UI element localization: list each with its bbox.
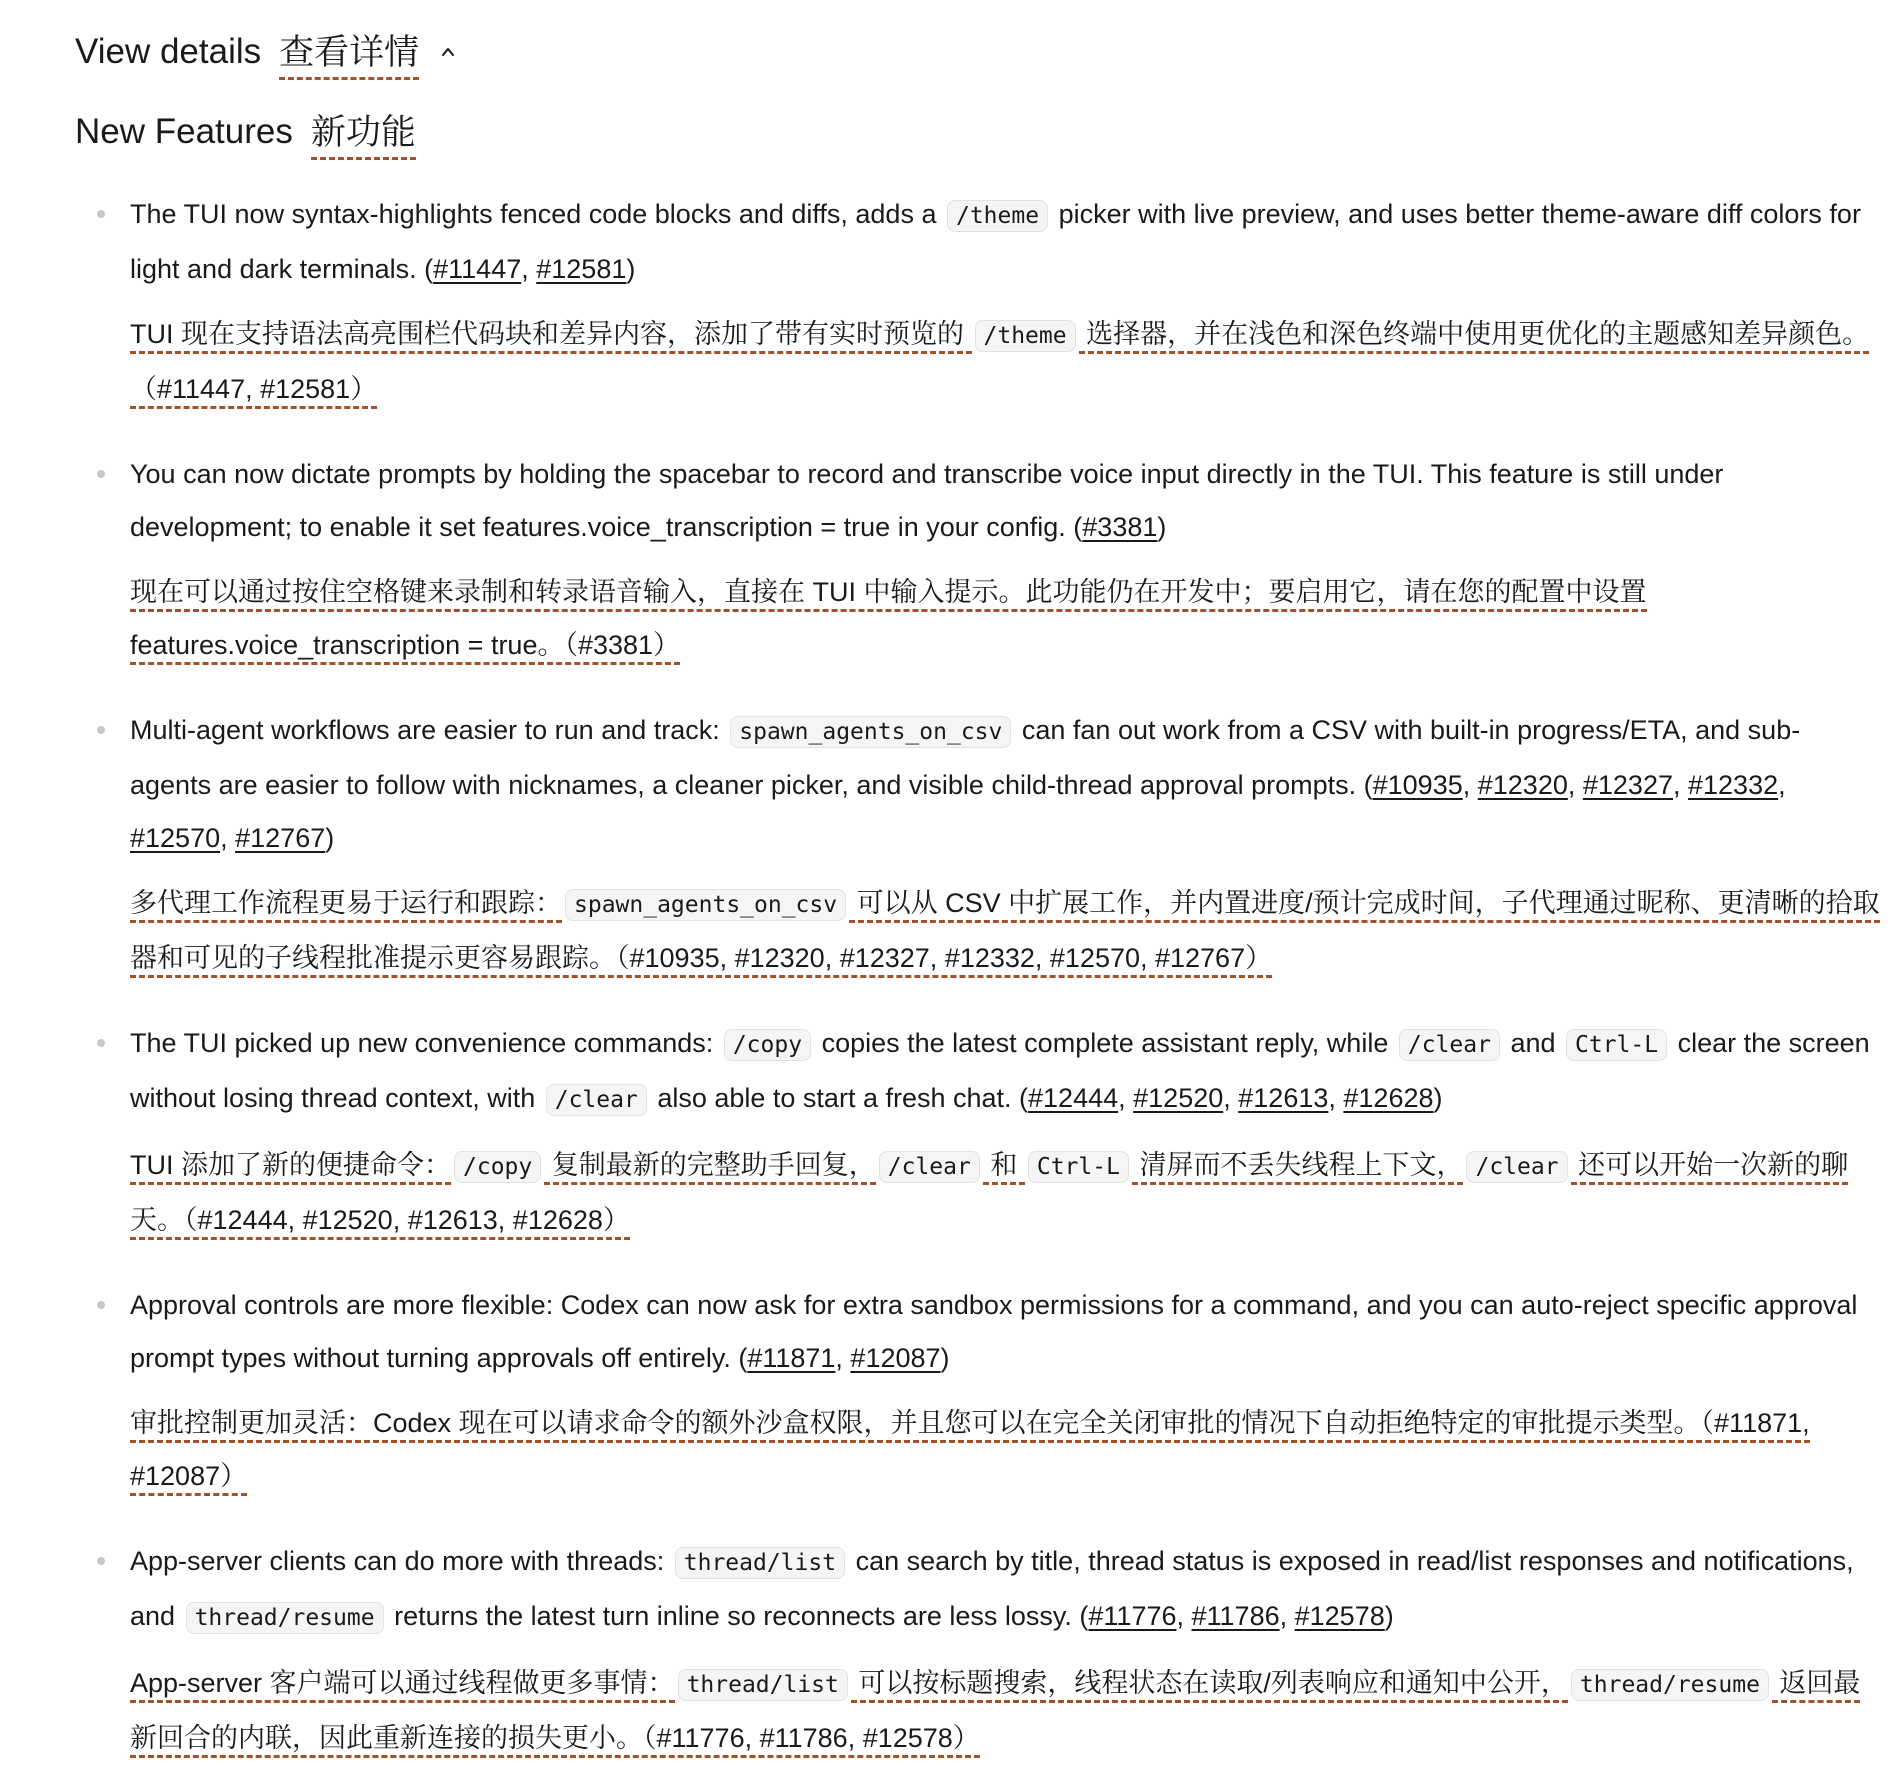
- feature-item: [75, 188, 1870, 416]
- pr-link[interactable]: #12320: [1477, 770, 1568, 800]
- feature-translation: [130, 877, 1880, 985]
- feature-translation: [130, 566, 1880, 672]
- text-segment: can fan out work from a CSV with built-in progress/ETA, and sub-agents are easier to follow with nicknames, a cleaner picker, and visible child-thread approval prompts. (: [130, 715, 1801, 800]
- text-segment: 复制最新的完整助手回复，: [544, 1150, 876, 1185]
- text-segment: 现在可以通过按住空格键来录制和转录语音输入，直接在 TUI 中输入提示。此功能仍在开发中；要启用它，请在您的配置中设置 features.voice_transcription = true。（#3381）: [130, 577, 1647, 665]
- text-segment: ,: [1672, 770, 1688, 800]
- text-segment: ,: [1223, 1083, 1239, 1113]
- text-segment: 多代理工作流程更易于运行和跟踪：: [130, 888, 562, 923]
- text-segment: ): [626, 254, 636, 284]
- text-segment: ,: [1176, 1601, 1192, 1631]
- pr-link[interactable]: #12087: [850, 1343, 941, 1373]
- text-segment: returns the latest turn inline so reconnects are less lossy. (: [386, 1601, 1089, 1631]
- text-segment: 可以按标题搜索，线程状态在读取/列表响应和通知中公开，: [851, 1668, 1568, 1703]
- feature-item: [75, 1279, 1865, 1503]
- text-segment: picker with live preview, and uses better theme-aware diff colors for light and dark terminals. (: [130, 199, 1861, 284]
- section-title-en: New Features: [75, 112, 293, 151]
- pr-link[interactable]: #11786: [1191, 1601, 1280, 1631]
- inline-code: /clear: [879, 1151, 980, 1183]
- section-title: [75, 104, 1865, 160]
- inline-code: thread/resume: [1571, 1669, 1769, 1701]
- pr-link[interactable]: #12332: [1688, 770, 1779, 800]
- text-segment: The TUI picked up new convenience commands:: [130, 1028, 721, 1058]
- bullet-icon: [97, 1557, 105, 1565]
- features-list: [75, 188, 1880, 1765]
- text-segment: ,: [1778, 770, 1786, 800]
- inline-code: /theme: [975, 320, 1076, 352]
- text-segment: and: [1502, 1028, 1563, 1058]
- view-details-translation: 查看详情: [279, 25, 419, 80]
- pr-link[interactable]: #12578: [1294, 1601, 1385, 1631]
- feature-item: [75, 448, 1865, 672]
- text-segment: ,: [521, 254, 537, 284]
- feature-description: [130, 1535, 1880, 1645]
- text-segment: ): [1384, 1601, 1394, 1631]
- text-segment: 选择器，并在浅色和深色终端中使用更优化的主题感知差异颜色。（#11447, #12581）: [130, 319, 1869, 409]
- pr-link[interactable]: #12520: [1133, 1083, 1224, 1113]
- inline-code: thread/list: [675, 1547, 845, 1579]
- text-segment: The TUI now syntax-highlights fenced code blocks and diffs, adds a: [130, 199, 944, 229]
- feature-description: [130, 188, 1880, 296]
- section-title-zh: 新功能: [311, 105, 416, 160]
- feature-translation: [130, 308, 1880, 416]
- pr-link[interactable]: #11871: [747, 1343, 836, 1373]
- inline-code: /clear: [1399, 1029, 1500, 1061]
- inline-code: spawn_agents_on_csv: [730, 716, 1011, 748]
- pr-link[interactable]: #11776: [1088, 1601, 1177, 1631]
- text-segment: Approval controls are more flexible: Codex can now ask for extra sandbox permissions for a command, and you can auto-reject specific approval prompt types without turning approvals off entirely. (: [130, 1290, 1858, 1373]
- text-segment: App-server clients can do more with threads:: [130, 1546, 672, 1576]
- chevron-up-icon[interactable]: [441, 45, 455, 59]
- pr-link[interactable]: #10935: [1372, 770, 1463, 800]
- text-segment: App-server 客户端可以通过线程做更多事情：: [130, 1668, 675, 1703]
- bullet-icon: [97, 210, 105, 218]
- feature-description: [130, 448, 1880, 554]
- inline-code: thread/list: [678, 1669, 848, 1701]
- view-details-label[interactable]: View details: [75, 32, 262, 71]
- text-segment: ): [940, 1343, 950, 1373]
- text-segment: ,: [835, 1343, 851, 1373]
- text-segment: You can now dictate prompts by holding the spacebar to record and transcribe voice input directly in the TUI. This feature is still under development; to enable it set features.voice_transcription = true in your config. (: [130, 459, 1724, 542]
- text-segment: ,: [220, 823, 236, 853]
- feature-item: [75, 1535, 1865, 1765]
- text-segment: 审批控制更加灵活：Codex 现在可以请求命令的额外沙盒权限，并且您可以在完全关闭审批的情况下自动拒绝特定的审批提示类型。（#11871, #12087）: [130, 1408, 1810, 1496]
- text-segment: ,: [1328, 1083, 1344, 1113]
- text-segment: copies the latest complete assistant reply, while: [814, 1028, 1396, 1058]
- feature-description: [130, 1279, 1880, 1385]
- feature-description: [130, 704, 1880, 865]
- feature-item: [75, 1017, 1870, 1247]
- feature-item: [75, 704, 1880, 985]
- inline-code: Ctrl-L: [1028, 1151, 1129, 1183]
- bullet-icon: [97, 1039, 105, 1047]
- text-segment: ): [325, 823, 335, 853]
- inline-code: thread/resume: [186, 1602, 384, 1634]
- inline-code: /copy: [724, 1029, 811, 1061]
- text-segment: 还可以开始一次新的聊天。（#12444, #12520, #12613, #12628）: [130, 1150, 1848, 1240]
- inline-code: /copy: [454, 1151, 541, 1183]
- bullet-icon: [97, 470, 105, 478]
- text-segment: TUI 现在支持语法高亮围栏代码块和差异内容，添加了带有实时预览的: [130, 319, 972, 354]
- text-segment: ,: [1118, 1083, 1134, 1113]
- bullet-icon: [97, 726, 105, 734]
- feature-translation: [130, 1139, 1880, 1247]
- text-segment: clear the screen without losing thread context, with: [130, 1028, 1870, 1113]
- feature-translation: [130, 1397, 1880, 1503]
- inline-code: spawn_agents_on_csv: [565, 889, 846, 921]
- inline-code: Ctrl-L: [1566, 1029, 1667, 1061]
- feature-description: [130, 1017, 1880, 1127]
- text-segment: ,: [1279, 1601, 1295, 1631]
- text-segment: Multi-agent workflows are easier to run and track:: [130, 715, 728, 745]
- text-segment: ,: [1567, 770, 1583, 800]
- text-segment: TUI 添加了新的便捷命令：: [130, 1150, 451, 1185]
- text-segment: also able to start a fresh chat. (: [649, 1083, 1029, 1113]
- pr-link[interactable]: #12767: [235, 823, 326, 853]
- pr-link[interactable]: #12613: [1238, 1083, 1329, 1113]
- pr-link[interactable]: #3381: [1082, 512, 1158, 542]
- view-details-toggle[interactable]: [75, 22, 1865, 82]
- bullet-icon: [97, 1301, 105, 1309]
- pr-link[interactable]: #12581: [536, 254, 627, 284]
- pr-link[interactable]: #11447: [433, 254, 522, 284]
- text-segment: ): [1433, 1083, 1443, 1113]
- text-segment: 可以从 CSV 中扩展工作，并内置进度/预计完成时间，子代理通过昵称、更清晰的拾取器和可见的子线程批准提示更容易跟踪。（#10935, #12320, #12327, #12332, #12570, #12767）: [130, 888, 1880, 978]
- pr-link[interactable]: #12444: [1028, 1083, 1119, 1113]
- pr-link[interactable]: #12628: [1343, 1083, 1434, 1113]
- text-segment: 返回最新回合的内联，因此重新连接的损失更小。（#11776, #11786, #12578）: [130, 1668, 1860, 1758]
- text-segment: can search by title, thread status is exposed in read/list responses and notifications, and: [130, 1546, 1854, 1631]
- feature-translation: [130, 1657, 1880, 1765]
- text-segment: ,: [1462, 770, 1478, 800]
- text-segment: ): [1157, 512, 1167, 542]
- inline-code: /clear: [546, 1084, 647, 1116]
- text-segment: 和: [983, 1150, 1025, 1185]
- inline-code: /theme: [947, 200, 1048, 232]
- pr-link[interactable]: #12327: [1582, 770, 1673, 800]
- inline-code: /clear: [1466, 1151, 1567, 1183]
- pr-link[interactable]: #12570: [130, 823, 221, 853]
- text-segment: 清屏而不丢失线程上下文，: [1132, 1150, 1464, 1185]
